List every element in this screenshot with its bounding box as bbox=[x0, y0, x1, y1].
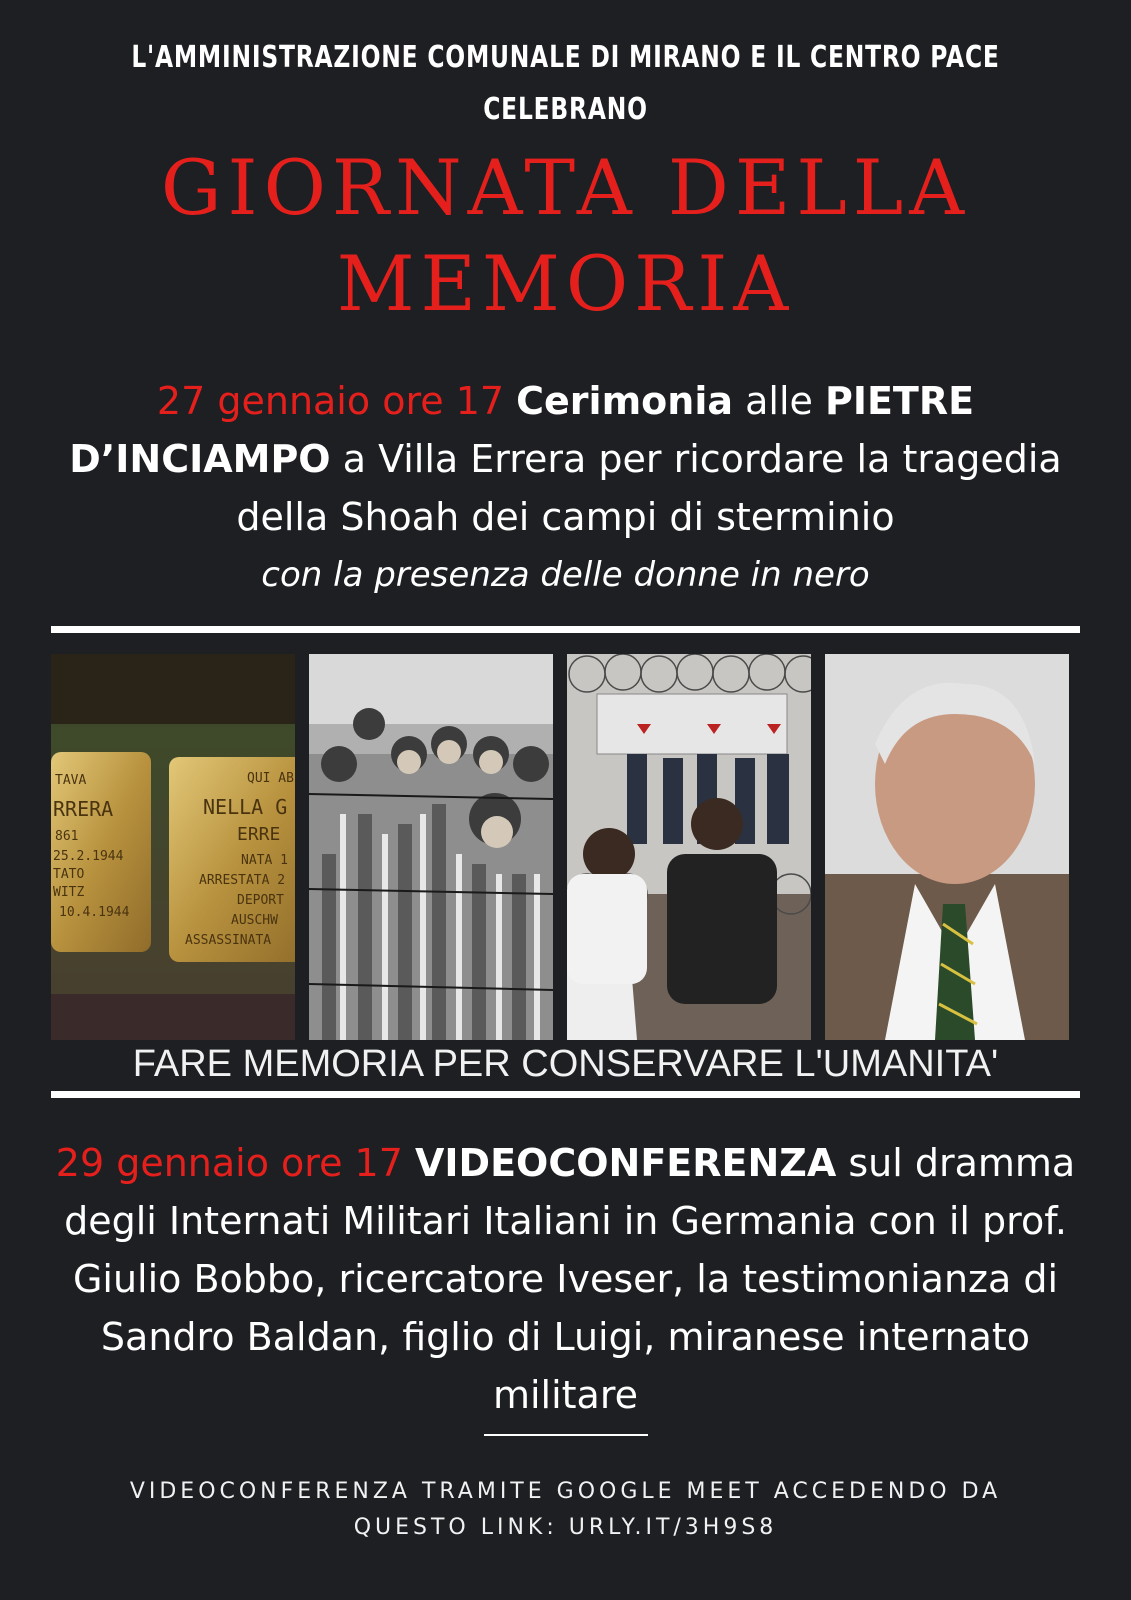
event2-line-3: Giulio Bobbo, ricercatore Iveser, la testimonianza di bbox=[72, 1257, 1059, 1301]
photo-border-fence bbox=[567, 654, 811, 1040]
stone1-l7: 10.4.1944 bbox=[59, 905, 130, 920]
event1-date: 27 gennaio ore 17 bbox=[156, 379, 505, 423]
event1-text: alle bbox=[745, 379, 813, 423]
stone2-l1: QUI AB bbox=[247, 771, 294, 786]
photo-elderly-man bbox=[825, 654, 1069, 1040]
divider-bottom bbox=[51, 1091, 1080, 1098]
stone2-l5: ARRESTATA 2 bbox=[199, 873, 286, 888]
stone2-l7: AUSCHW bbox=[231, 913, 278, 928]
stone2-l2: NELLA G bbox=[203, 795, 288, 819]
stone1-l3: 861 bbox=[55, 829, 79, 844]
event2-line-4: Sandro Baldan, figlio di Luigi, miranese internato bbox=[100, 1315, 1031, 1359]
event2-line-2: degli Internati Militari Italiani in Germania con il prof. bbox=[64, 1199, 1067, 1243]
stone2-l3: ERRE bbox=[237, 824, 281, 845]
event2-date: 29 gennaio ore 17 bbox=[55, 1141, 403, 1185]
footer-line-1: VIDEOCONFERENZA TRAMITE GOOGLE MEET ACCEDENDO DA bbox=[129, 1479, 1002, 1504]
event2-videoconference: VIDEOCONFERENZA bbox=[415, 1141, 837, 1185]
divider-top bbox=[51, 626, 1080, 633]
event1-line-2 bbox=[0, 430, 1131, 488]
photo-camp-children bbox=[309, 654, 553, 1040]
event1-inciampo: D’INCIAMPO bbox=[69, 437, 331, 481]
stone2-l8: ASSASSINATA bbox=[185, 933, 272, 948]
event1-ceremony: Cerimonia bbox=[516, 379, 733, 423]
event2-line-5: militare bbox=[492, 1373, 639, 1417]
event1-text-2: a Villa Errera per ricordare la tragedia bbox=[342, 437, 1062, 481]
page-title-line-2: MEMORIA bbox=[336, 239, 795, 328]
event2-text-1: sul dramma bbox=[848, 1141, 1076, 1185]
stone2-l6: DEPORT bbox=[237, 893, 284, 908]
stone1-l1: TAVA bbox=[55, 773, 87, 788]
event1-pietre: PIETRE bbox=[824, 379, 975, 423]
event1-line-1 bbox=[0, 372, 1131, 430]
organizer-line: L'AMMINISTRAZIONE COMUNALE DI MIRANO E IL CENTRO PACE bbox=[131, 40, 1000, 75]
memorial-caption: FARE MEMORIA PER CONSERVARE L'UMANITA' bbox=[132, 1043, 999, 1085]
stone1-l5: TATO bbox=[53, 867, 85, 882]
stone1-l6: WITZ bbox=[53, 885, 85, 900]
stone1-l4: 25.2.1944 bbox=[53, 849, 124, 864]
stone1-l2: RRERA bbox=[53, 797, 114, 821]
photo-stolpersteine bbox=[51, 654, 295, 1040]
organizer-line-2: CELEBRANO bbox=[483, 92, 648, 127]
event1-line-3: della Shoah dei campi di sterminio bbox=[236, 495, 895, 539]
event2-line-1 bbox=[0, 1134, 1131, 1192]
event1-note: con la presenza delle donne in nero bbox=[261, 555, 870, 595]
short-divider bbox=[484, 1434, 648, 1436]
stone2-l4: NATA 1 bbox=[241, 853, 288, 868]
footer-link[interactable]: QUESTO LINK: URLY.IT/3H9S8 bbox=[353, 1515, 778, 1540]
page-title-line-1: GIORNATA DELLA bbox=[160, 143, 971, 232]
